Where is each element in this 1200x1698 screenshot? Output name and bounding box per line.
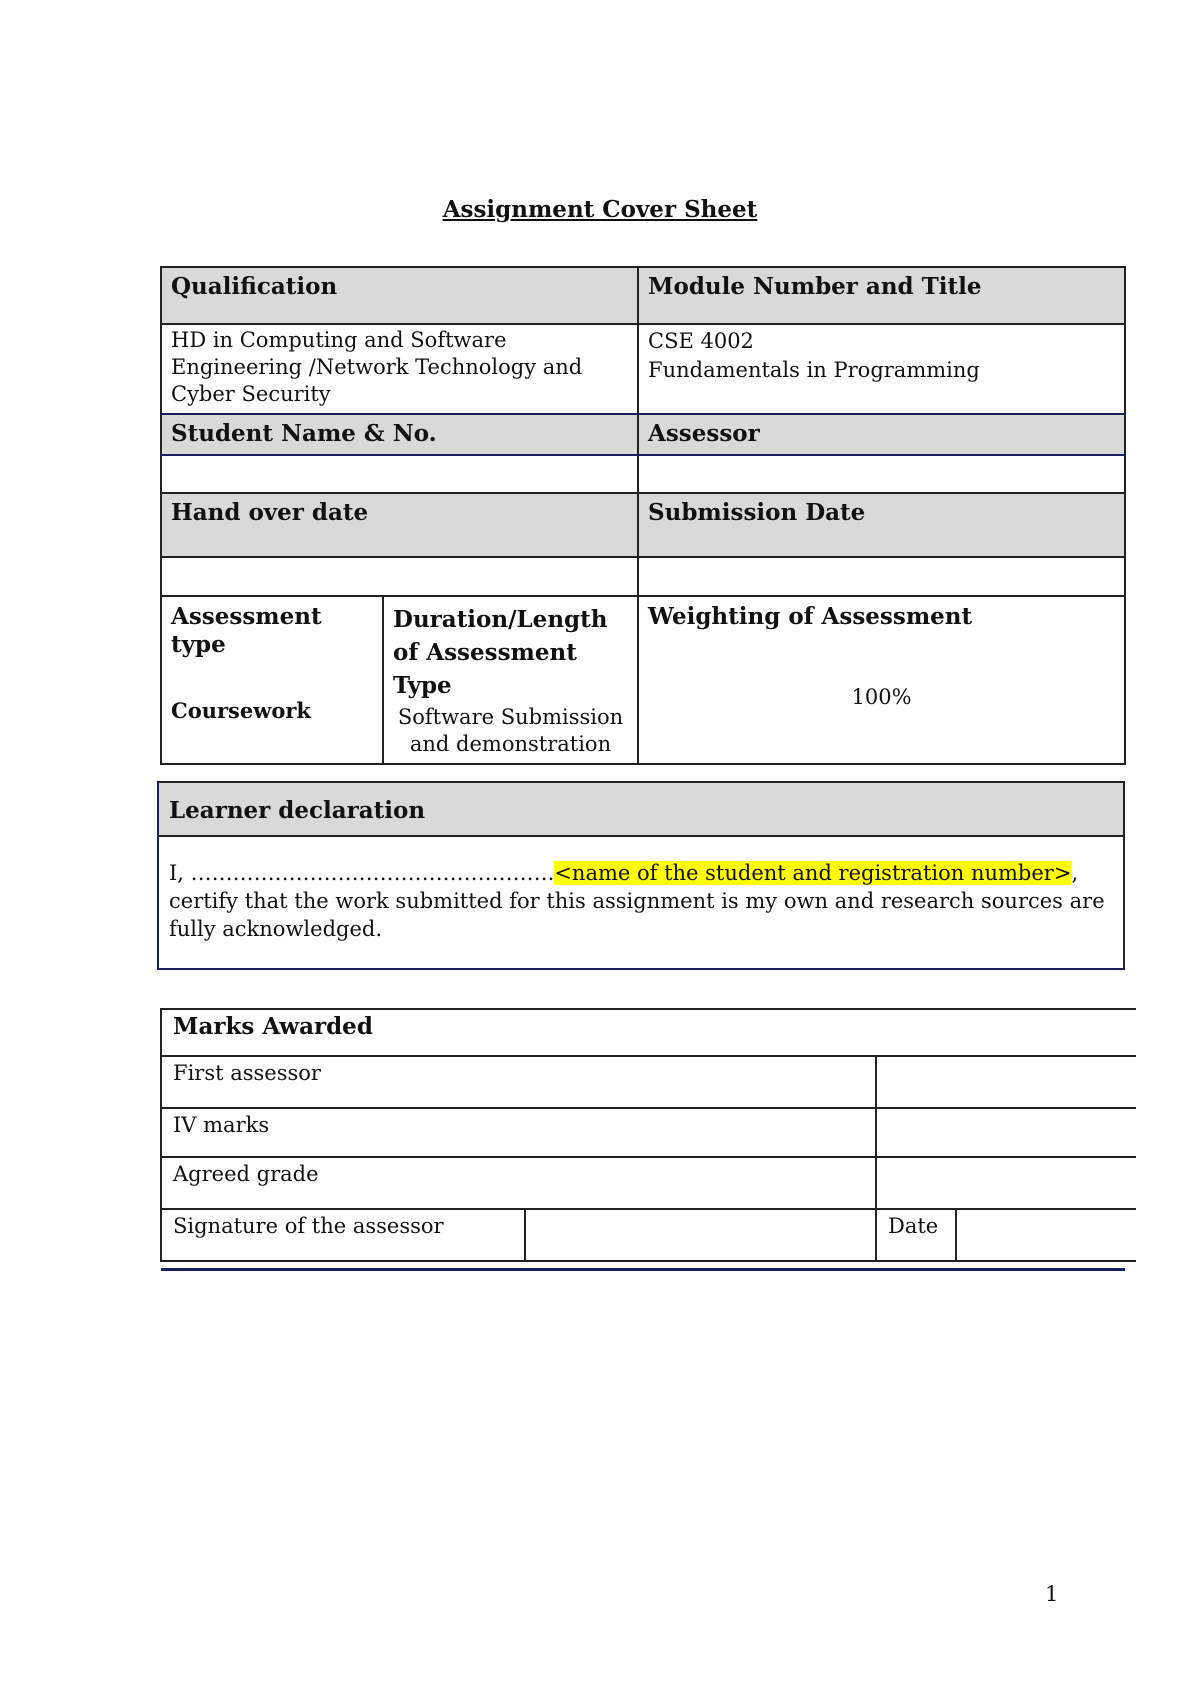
assessment-type-label: Assessment type <box>171 603 322 658</box>
qualification-label: Qualification <box>161 267 638 324</box>
submission-value[interactable] <box>638 557 1125 596</box>
marks-row-label: Agreed grade <box>161 1157 876 1209</box>
assessment-type-cell <box>161 596 383 764</box>
module-title: Fundamentals in Programming <box>648 358 980 382</box>
handover-label: Hand over date <box>161 493 638 557</box>
signature-label: Signature of the assessor <box>161 1209 525 1261</box>
module-value <box>638 324 1125 414</box>
duration-cell <box>383 596 638 764</box>
date-value[interactable] <box>956 1209 1136 1261</box>
weighting-value: 100% <box>851 685 912 709</box>
handover-value[interactable] <box>161 557 638 596</box>
assessment-type-value: Coursework <box>171 698 311 723</box>
bottom-rule <box>161 1268 1125 1271</box>
declaration-prefix: I, ……………………………………………. <box>169 861 555 885</box>
submission-label: Submission Date <box>638 493 1125 557</box>
marks-heading: Marks Awarded <box>161 1009 1136 1056</box>
cover-details-table <box>160 266 1126 765</box>
marks-row-value[interactable] <box>876 1056 1136 1108</box>
student-value[interactable] <box>161 455 638 493</box>
page-number: 1 <box>1045 1582 1059 1606</box>
module-label: Module Number and Title <box>638 267 1125 324</box>
marks-awarded-table <box>160 1008 1136 1262</box>
declaration-heading: Learner declaration <box>159 783 1123 837</box>
module-code: CSE 4002 <box>648 329 754 353</box>
marks-row-value[interactable] <box>876 1108 1136 1157</box>
duration-value: Software Submission and demonstration <box>397 705 624 756</box>
student-label: Student Name & No. <box>161 414 638 455</box>
marks-row-label: IV marks <box>161 1108 876 1157</box>
qualification-value: HD in Computing and Software Engineering /Network Technology and Cyber Security <box>161 324 638 414</box>
page-title: Assignment Cover Sheet <box>442 196 758 223</box>
marks-row-value[interactable] <box>876 1157 1136 1209</box>
declaration-placeholder: <name of the student and registration number> <box>554 861 1072 885</box>
marks-row-label: First assessor <box>161 1056 876 1108</box>
assessor-label: Assessor <box>638 414 1125 455</box>
weighting-cell <box>638 596 1125 764</box>
duration-label: Duration/Length of Assessment Type <box>393 606 608 699</box>
assessor-value[interactable] <box>638 455 1125 493</box>
weighting-label: Weighting of Assessment <box>648 603 973 630</box>
date-label: Date <box>876 1209 956 1261</box>
signature-value[interactable] <box>525 1209 876 1261</box>
declaration-rest: , certify that the work submitted for this assignment is my own and research sources are fully acknowledged. <box>169 861 1105 941</box>
learner-declaration-box <box>157 781 1125 970</box>
declaration-text <box>159 837 1123 943</box>
